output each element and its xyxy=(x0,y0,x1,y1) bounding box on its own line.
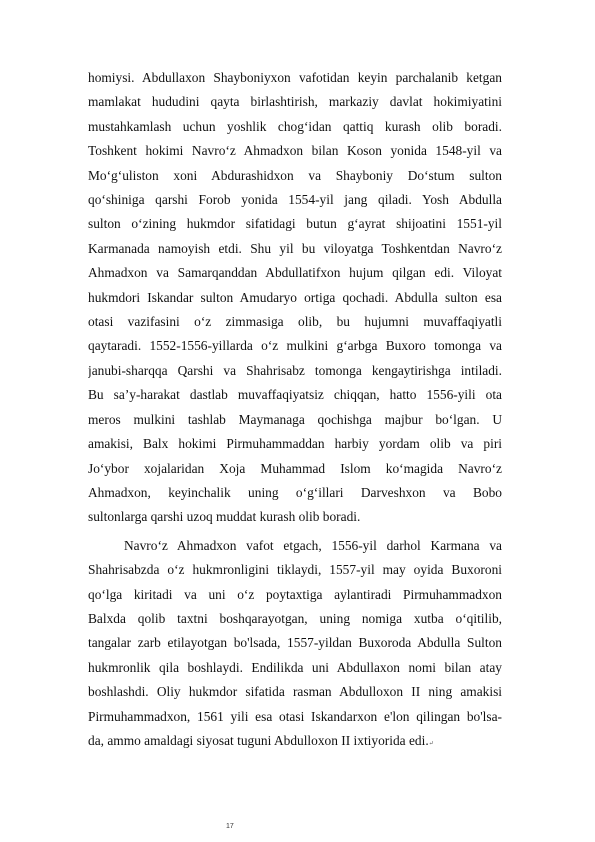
text-line: amakisi, Balx hokimi Pirmuhammaddan harbiy yordam olib va piri xyxy=(88,436,502,452)
text-line: hukmdori Iskandar sulton Amudaryo ortiga qochadi. Abdulla sulton esa xyxy=(88,289,502,305)
text-line: boshlashdi. Oliy hukmdor sifatida rasman Abdulloxon II ning amakisi xyxy=(88,684,502,700)
text-line: tangalar zarb etilayotgan bo'lsada, 1557-yildan Buxoroda Abdulla Sulton xyxy=(88,635,502,651)
text-line: Karmanada namoyish etdi. Shu yil bu viloyatga Toshkentdan Navro‘z xyxy=(88,240,502,256)
paragraph-2 xyxy=(88,534,502,757)
text-line: meros mulkini tashlab Maymanaga qochishga majbur bo‘lgan. U xyxy=(88,411,502,427)
text-line: mamlakat hududini qayta birlashtirish, markaziy davlat hokimiyatini xyxy=(88,94,502,110)
document-page xyxy=(88,66,502,756)
text-line: janubi-sharqqa Qarshi va Shahrisabz tomonga kengaytirishga intiladi. xyxy=(88,362,502,378)
text-line: Toshkent hokimi Navro‘z Ahmadxon bilan Koson yonida 1548-yil va xyxy=(88,143,502,159)
text-line: mustahkamlash uchun yoshlik chog‘idan qattiq kurash olib boradi. xyxy=(88,118,502,134)
paragraph-end-mark: ↵ xyxy=(428,740,434,747)
text-line: qo‘shiniga qarshi Forob yonida 1554-yil jang qiladi. Yosh Abdulla xyxy=(88,192,502,208)
text-line: Navro‘z Ahmadxon vafot etgach, 1556-yil darhol Karmana va xyxy=(124,537,502,553)
text-line: Balxda qolib taxtni boshqarayotgan, uning nomiga xutba o‘qitilib, xyxy=(88,610,502,626)
text-line: Pirmuhammadxon, 1561 yili esa otasi Iskandarxon e'lon qilingan bo'lsa- xyxy=(88,708,502,724)
text-line: sulton o‘zining hukmdor sifatidagi butun g‘ayrat shijoatini 1551-yil xyxy=(88,216,502,232)
text-line: Mo‘g‘uliston xoni Abdurashidxon va Shayboniy Do‘stum sulton xyxy=(88,167,502,183)
text-line: da, ammo amaldagi siyosat tuguni Abdulloxon II ixtiyorida edi.↵ xyxy=(88,732,434,748)
text-line: sultonlarga qarshi uzoq muddat kurash olib boradi. xyxy=(88,509,361,525)
text-line: otasi vazifasini o‘z zimmasiga olib, bu hujumni muvaffaqiyatli xyxy=(88,314,502,330)
text-line: Ahmadxon, keyinchalik uning o‘g‘illari Darveshxon va Bobo xyxy=(88,484,502,500)
text-line: Ahmadxon va Samarqanddan Abdullatifxon hujum qilgan edi. Viloyat xyxy=(88,265,502,281)
text-line: Bu sa’y-harakat dastlab muvaffaqiyatsiz chiqqan, hatto 1556-yili ota xyxy=(88,387,502,403)
text-line: qo‘lga kiritadi va uni o‘z poytaxtiga aylantiradi Pirmuhammadxon xyxy=(88,586,502,602)
text-line: qaytaradi. 1552-1556-yillarda o‘z mulkini g‘arbga Buxoro tomonga va xyxy=(88,338,502,354)
text-line: Jo‘ybor xojalaridan Xoja Muhammad Islom ko‘magida Navro‘z xyxy=(88,460,502,476)
text-line: homiysi. Abdullaxon Shayboniyxon vafotidan keyin parchalanib ketgan xyxy=(88,70,502,85)
text-line: Shahrisabzda o‘z hukmronligini tiklaydi, 1557-yil may oyida Buxoroni xyxy=(88,562,502,578)
paragraph-1 xyxy=(88,66,502,530)
page-number: 17 xyxy=(226,823,234,830)
text-line: hukmronlik qila boshlaydi. Endilikda uni Abdullaxon nomi bilan atay xyxy=(88,659,502,675)
